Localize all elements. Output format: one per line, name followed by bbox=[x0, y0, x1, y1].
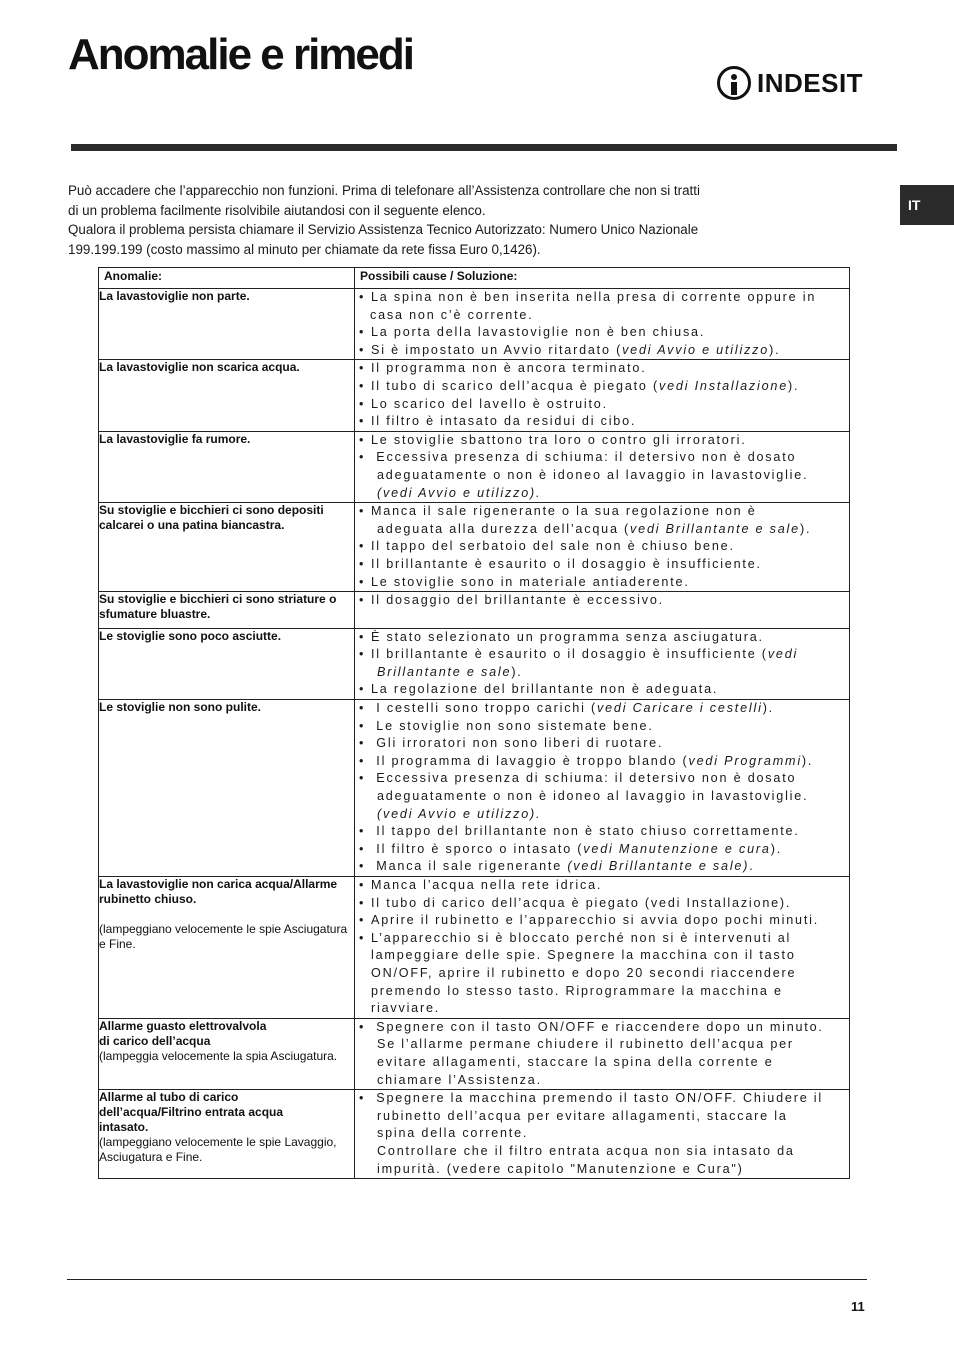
solution-item-continued: (vedi Avvio e utilizzo). bbox=[377, 485, 542, 500]
solution-item: • Il filtro è intasato da residui di cibo. bbox=[355, 413, 849, 431]
solution-item: • Il programma di lavaggio è troppo blando (vedi Programmi). bbox=[355, 753, 849, 771]
solution-item: • Eccessiva presenza di schiuma: il detersivo non è dosato bbox=[355, 449, 849, 467]
problem-cell bbox=[99, 877, 355, 1019]
troubleshooting-table bbox=[98, 267, 850, 1179]
table-row bbox=[99, 700, 850, 877]
solution-item-continued: adeguatamente o non è idoneo al lavaggio in lavastoviglie. bbox=[377, 467, 809, 482]
problem-text: La lavastoviglie fa rumore. bbox=[99, 431, 251, 446]
problem-cell bbox=[99, 1090, 355, 1179]
solution-item-continued: casa non c’è corrente. bbox=[370, 307, 534, 322]
solution-item: • Gli irroratori non sono liberi di ruotare. bbox=[355, 735, 849, 753]
table-row bbox=[99, 1090, 850, 1179]
solution-cell bbox=[355, 360, 850, 431]
problem-cell bbox=[99, 1018, 355, 1089]
solution-item: • Il tubo di carico dell’acqua è piegato (vedi Installazione). bbox=[355, 895, 849, 913]
intro-paragraph bbox=[68, 181, 828, 259]
table-row bbox=[99, 289, 850, 360]
problem-text: Le stoviglie non sono pulite. bbox=[99, 700, 262, 715]
intro-line: di un problema facilmente risolvibile aiutandosi con il seguente elenco. bbox=[68, 202, 486, 218]
problem-text: intasato. bbox=[99, 1120, 149, 1135]
solution-cell bbox=[355, 592, 850, 629]
solution-item: • Le stoviglie non sono sistemate bene. bbox=[355, 718, 849, 736]
problem-cell bbox=[99, 360, 355, 431]
solution-item-continued: ON/OFF, aprire il rubinetto e dopo 20 secondi riaccendere bbox=[371, 965, 797, 980]
solution-item-continued: (vedi Avvio e utilizzo). bbox=[377, 806, 542, 821]
solution-item: • Eccessiva presenza di schiuma: il detersivo non è dosato bbox=[355, 770, 849, 788]
solution-cell bbox=[355, 877, 850, 1019]
solution-item: • È stato selezionato un programma senza asciugatura. bbox=[355, 629, 849, 647]
intro-line: 199.199.199 (costo massimo al minuto per chiamate da rete fissa Euro 0,1426). bbox=[68, 241, 541, 257]
header-divider bbox=[71, 144, 897, 151]
header-cause-soluzione: Possibili cause / Soluzione: bbox=[355, 268, 850, 289]
solution-item-continued: chiamare l’Assistenza. bbox=[377, 1072, 542, 1087]
problem-text: Le stoviglie sono poco asciutte. bbox=[99, 628, 282, 643]
solution-item: • Manca il sale rigenerante (vedi Brillantante e sale). bbox=[355, 858, 849, 876]
indesit-logo-icon bbox=[717, 66, 751, 100]
solution-item-continued: Controllare che il filtro entrata acqua non sia intasato da bbox=[377, 1143, 795, 1158]
solution-item: • Il filtro è sporco o intasato (vedi Manutenzione e cura). bbox=[355, 841, 849, 859]
solution-cell bbox=[355, 700, 850, 877]
problem-text: di carico dell’acqua bbox=[99, 1033, 211, 1048]
solution-item: • Il dosaggio del brillantante è eccessivo. bbox=[355, 592, 849, 610]
language-tab: IT bbox=[900, 185, 954, 225]
solution-item-continued: Brillantante e sale). bbox=[377, 664, 523, 679]
page-title: Anomalie e rimedi bbox=[68, 30, 414, 79]
solution-item: • Spegnere la macchina premendo il tasto ON/OFF. Chiudere il bbox=[355, 1090, 849, 1108]
table-row bbox=[99, 592, 850, 629]
solution-item-continued: adeguata alla durezza dell’acqua (vedi Brillantante e sale). bbox=[377, 521, 812, 536]
problem-cell bbox=[99, 431, 355, 502]
solution-item: • Il brillantante è esaurito o il dosaggio è insufficiente. bbox=[355, 556, 849, 574]
intro-line: Può accadere che l’apparecchio non funzioni. Prima di telefonare all’Assistenza controllare che non si tratti bbox=[68, 183, 700, 198]
solution-item-continued: rubinetto dell’acqua per evitare allagamenti, staccare la bbox=[377, 1108, 788, 1123]
solution-item-continued: lampeggiare delle spie. Spegnere la macchina con il tasto bbox=[371, 948, 796, 963]
table-row bbox=[99, 877, 850, 1019]
table-row bbox=[99, 628, 850, 699]
problem-text: Su stoviglie e bicchieri ci sono striature o sfumature bluastre. bbox=[99, 592, 337, 622]
footer-divider bbox=[67, 1279, 867, 1280]
solution-item: • Il tappo del serbatoio del sale non è chiuso bene. bbox=[355, 538, 849, 556]
solution-item: • La regolazione del brillantante non è adeguata. bbox=[355, 681, 849, 699]
solution-item: • La spina non è ben inserita nella presa di corrente oppure in bbox=[355, 289, 849, 307]
solution-item: • Il programma non è ancora terminato. bbox=[355, 360, 849, 378]
problem-cell bbox=[99, 628, 355, 699]
solution-item: • Si è impostato un Avvio ritardato (vedi Avvio e utilizzo). bbox=[355, 342, 849, 360]
problem-text: La lavastoviglie non scarica acqua. bbox=[99, 360, 300, 375]
problem-note: (lampeggia velocemente la spia Asciugatura. bbox=[99, 1048, 338, 1063]
solution-item: • Manca il sale rigenerante o la sua regolazione non è bbox=[355, 503, 849, 521]
solution-cell bbox=[355, 1090, 850, 1179]
solution-item: • Manca l’acqua nella rete idrica. bbox=[355, 877, 849, 895]
problem-cell bbox=[99, 592, 355, 629]
table-row bbox=[99, 1018, 850, 1089]
solution-item-continued: adeguatamente o non è idoneo al lavaggio in lavastoviglie. bbox=[377, 789, 809, 804]
brand-name: INDESIT bbox=[757, 67, 864, 98]
solution-cell bbox=[355, 628, 850, 699]
table-row bbox=[99, 360, 850, 431]
intro-line: Qualora il problema persista chiamare il Servizio Assistenza Tecnico Autorizzato: Numero Unico Nazionale bbox=[68, 222, 699, 237]
solution-item-continued: premendo lo stesso tasto. Riprogrammare la macchina e bbox=[371, 983, 783, 998]
table-header-row bbox=[99, 268, 850, 289]
solution-item-continued: Se l’allarme permane chiudere il rubinetto dell’acqua per bbox=[377, 1037, 794, 1052]
problem-cell bbox=[99, 700, 355, 877]
solution-item: • Spegnere con il tasto ON/OFF e riaccendere dopo un minuto. bbox=[355, 1019, 849, 1037]
problem-text: Su stoviglie e bicchieri ci sono depositi calcarei o una patina biancastra. bbox=[99, 503, 324, 533]
solution-item: • La porta della lavastoviglie non è ben chiusa. bbox=[355, 324, 849, 342]
solution-item: • Lo scarico del lavello è ostruito. bbox=[355, 396, 849, 414]
solution-item-continued: impurità. (vedere capitolo "Manutenzione e Cura") bbox=[377, 1161, 744, 1176]
solution-item: • Il tubo di scarico dell’acqua è piegato (vedi Installazione). bbox=[355, 378, 849, 396]
problem-text: Allarme guasto elettrovalvola bbox=[99, 1018, 267, 1033]
solution-cell bbox=[355, 431, 850, 502]
solution-item-continued: spina della corrente. bbox=[377, 1126, 529, 1141]
solution-item: • Le stoviglie sbattono tra loro o contro gli irroratori. bbox=[355, 432, 849, 450]
problem-text: La lavastoviglie non parte. bbox=[99, 289, 250, 303]
problem-text: La lavastoviglie non carica acqua/Allarme rubinetto chiuso. bbox=[99, 877, 338, 906]
problem-text: dell’acqua/Filtrino entrata acqua bbox=[99, 1105, 284, 1120]
solution-item: • Le stoviglie sono in materiale antiaderente. bbox=[355, 574, 849, 592]
solution-cell bbox=[355, 503, 850, 592]
brand-logo bbox=[717, 62, 863, 104]
solution-item: • Il brillantante è esaurito o il dosaggio è insufficiente (vedi bbox=[355, 646, 849, 664]
problem-cell bbox=[99, 503, 355, 592]
solution-item-continued: evitare allagamenti, staccare la spina della corrente e bbox=[377, 1054, 774, 1069]
solution-item: • Il tappo del brillantante non è stato chiuso correttamente. bbox=[355, 823, 849, 841]
solution-item: • I cestelli sono troppo carichi (vedi Caricare i cestelli). bbox=[355, 700, 849, 718]
problem-text: Allarme al tubo di carico bbox=[99, 1090, 239, 1105]
problem-cell bbox=[99, 289, 355, 360]
solution-item: • Aprire il rubinetto e l’apparecchio si avvia dopo pochi minuti. bbox=[355, 912, 849, 930]
solution-item: • L’apparecchio si è bloccato perché non si è intervenuti al bbox=[355, 930, 849, 948]
solution-item-continued: riavviare. bbox=[371, 1001, 441, 1016]
problem-note: (lampeggiano velocemente le spie Asciugatura e Fine. bbox=[99, 922, 348, 951]
page-number: 11 bbox=[851, 1299, 865, 1314]
solution-cell bbox=[355, 1018, 850, 1089]
solution-cell bbox=[355, 289, 850, 360]
table-row bbox=[99, 431, 850, 502]
header-anomalie: Anomalie: bbox=[99, 268, 355, 289]
problem-note: (lampeggiano velocemente le spie Lavaggio, Asciugatura e Fine. bbox=[99, 1135, 337, 1165]
table-row bbox=[99, 503, 850, 592]
